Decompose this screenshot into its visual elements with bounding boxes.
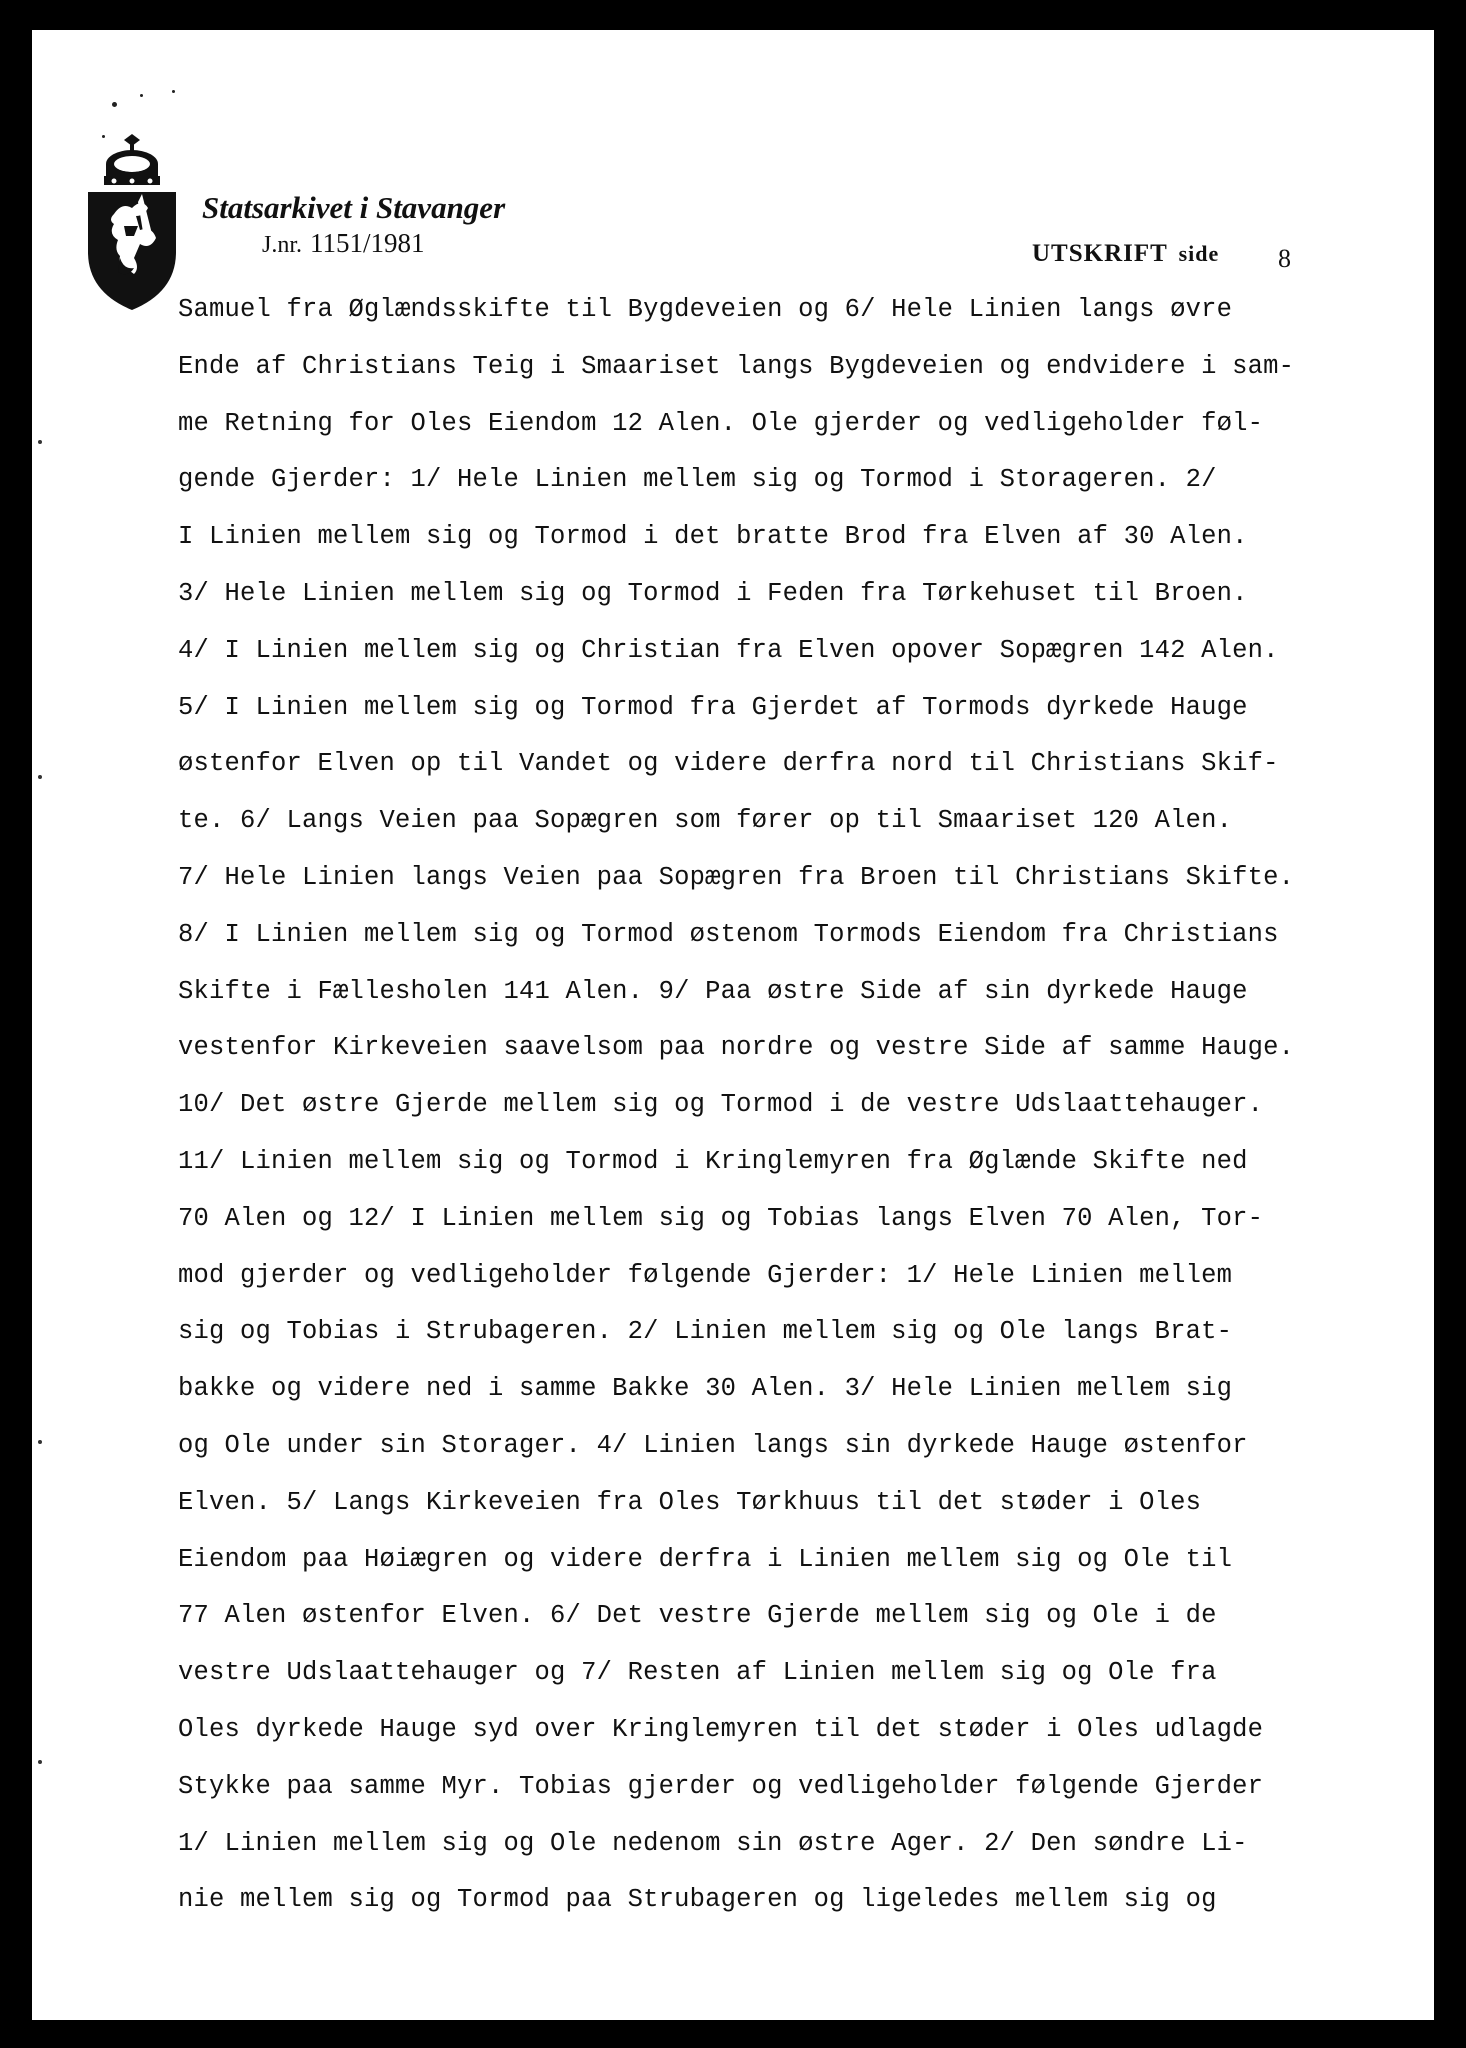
text-line: me Retning for Oles Eiendom 12 Alen. Ole gjerder og vedligeholder føl-: [178, 408, 1264, 438]
text-line: og Ole under sin Storager. 4/ Linien langs sin dyrkede Hauge østenfor: [178, 1430, 1248, 1460]
journal-number: [262, 228, 425, 259]
text-line: 5/ I Linien mellem sig og Tormod fra Gjerdet af Tormods dyrkede Hauge: [178, 692, 1248, 722]
margin-speck: [38, 775, 42, 779]
text-line: Stykke paa samme Myr. Tobias gjerder og vedligeholder følgende Gjerder: [178, 1771, 1264, 1801]
text-line: 3/ Hele Linien mellem sig og Tormod i Feden fra Tørkehuset til Broen.: [178, 578, 1248, 608]
margin-speck: [38, 1440, 42, 1444]
text-line: te. 6/ Langs Veien paa Sopægren som fører op til Smaariset 120 Alen.: [178, 806, 1233, 836]
document-type: [1032, 240, 1219, 268]
text-line: gende Gjerder: 1/ Hele Linien mellem sig og Tormod i Storageren. 2/: [178, 465, 1217, 495]
archive-name: Statsarkivet i Stavanger: [202, 190, 506, 225]
text-line: 10/ Det østre Gjerde mellem sig og Tormod i de vestre Udslaattehauger.: [178, 1090, 1264, 1120]
text-line: 7/ Hele Linien langs Veien paa Sopægren fra Broen til Christians Skifte.: [178, 862, 1295, 892]
page-number: 8: [1278, 244, 1291, 273]
text-line: 70 Alen og 12/ I Linien mellem sig og Tobias langs Elven 70 Alen, Tor-: [178, 1203, 1264, 1233]
text-line: Eiendom paa Høiægren og videre derfra i Linien mellem sig og Ole til: [178, 1544, 1233, 1574]
text-line: Ende af Christians Teig i Smaariset langs Bygdeveien og endvidere i sam-: [178, 351, 1295, 381]
scan-specks: [72, 50, 272, 130]
text-line: vestenfor Kirkeveien saavelsom paa nordre og vestre Side af samme Hauge.: [178, 1033, 1295, 1063]
journal-number-value: 1151/1981: [310, 228, 425, 258]
text-line: 77 Alen østenfor Elven. 6/ Det vestre Gjerde mellem sig og Ole i de: [178, 1601, 1217, 1631]
text-line: mod gjerder og vedligeholder følgende Gjerder: 1/ Hele Linien mellem: [178, 1260, 1233, 1290]
document-type-label: UTSKRIFT: [1032, 240, 1168, 267]
journal-label: J.nr.: [262, 232, 303, 258]
margin-speck: [38, 1760, 42, 1764]
norwegian-lion-crest-icon: [84, 134, 180, 312]
document-page: [32, 30, 1434, 2020]
text-line: Oles dyrkede Hauge syd over Kringlemyren til det støder i Oles udlagde: [178, 1714, 1264, 1744]
text-line: 8/ I Linien mellem sig og Tormod østenom Tormods Eiendom fra Christians: [178, 919, 1279, 949]
text-line: Samuel fra Øglændsskifte til Bygdeveien og 6/ Hele Linien langs øvre: [178, 295, 1233, 324]
side-label: side: [1178, 241, 1220, 266]
text-line: vestre Udslaattehauger og 7/ Resten af Linien mellem sig og Ole fra: [178, 1658, 1217, 1688]
text-line: Elven. 5/ Langs Kirkeveien fra Oles Tørkhuus til det støder i Oles: [178, 1487, 1202, 1517]
text-line: 11/ Linien mellem sig og Tormod i Kringlemyren fra Øglænde Skifte ned: [178, 1146, 1248, 1176]
text-line: 4/ I Linien mellem sig og Christian fra Elven opover Sopægren 142 Alen.: [178, 635, 1279, 665]
text-line: sig og Tobias i Strubageren. 2/ Linien mellem sig og Ole langs Brat-: [178, 1317, 1233, 1347]
margin-speck: [38, 440, 42, 444]
text-line: Skifte i Fællesholen 141 Alen. 9/ Paa østre Side af sin dyrkede Hauge: [178, 976, 1248, 1006]
text-line: bakke og videre ned i samme Bakke 30 Alen. 3/ Hele Linien mellem sig: [178, 1374, 1233, 1404]
text-line: nie mellem sig og Tormod paa Strubageren og ligeledes mellem sig og: [178, 1885, 1217, 1915]
transcript-body: [178, 282, 1418, 1929]
text-line: 1/ Linien mellem sig og Ole nedenom sin østre Ager. 2/ Den søndre Li-: [178, 1828, 1248, 1858]
text-line: I Linien mellem sig og Tormod i det bratte Brod fra Elven af 30 Alen.: [178, 522, 1248, 552]
text-line: østenfor Elven op til Vandet og videre derfra nord til Christians Skif-: [178, 749, 1279, 779]
